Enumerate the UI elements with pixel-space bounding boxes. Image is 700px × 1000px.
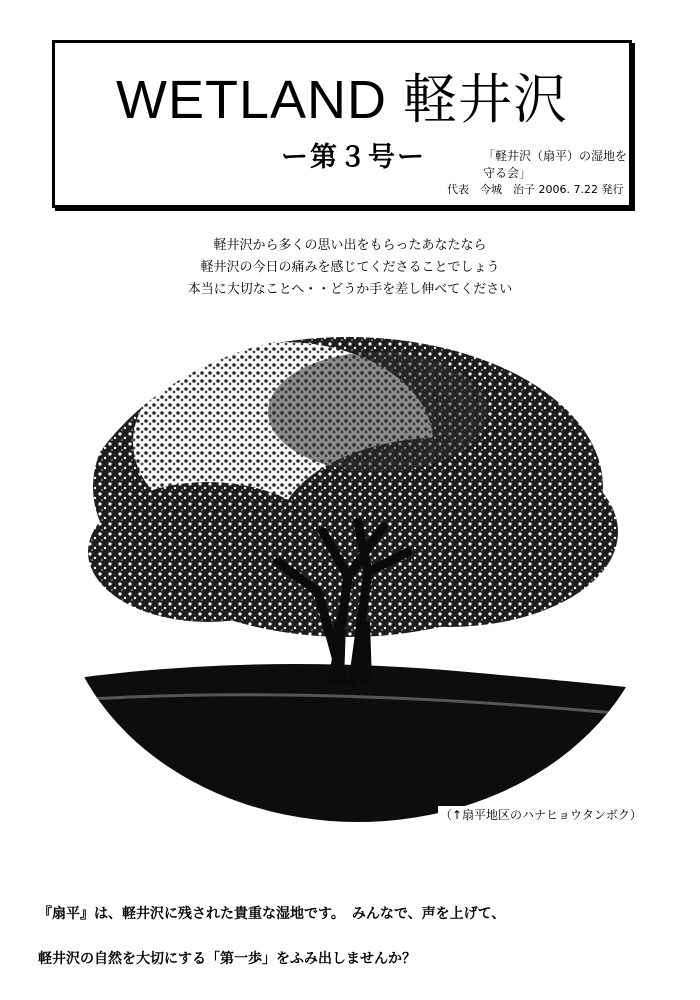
closing-line: 『扇平』は、軽井沢に残された貴重な湿地です。 みんなで、声を上げて、: [38, 906, 506, 922]
photo-caption: （↑扇平地区のハナヒョウタンボク）: [440, 808, 642, 822]
newsletter-title: WETLAND 軽井沢: [115, 70, 569, 130]
intro-line: 本当に大切なことへ・・どうか手を差し伸べてください: [187, 282, 513, 297]
closing-line: 軽井沢の自然を大切にする「第一歩」をふみ出しませんか？: [38, 951, 416, 967]
tree-illustration: [48, 322, 658, 822]
tree-photo: [48, 322, 658, 822]
masthead-box: [52, 40, 632, 208]
issue-number: ー第３号ー: [281, 142, 426, 173]
intro-line: 軽井沢から多くの思い出をもらったあなたなら: [213, 238, 487, 253]
editor-publication-line: 代表 今城 治子 2006. 7.22 発行: [447, 183, 624, 196]
organization-name: 「軽井沢（扇平）の湿地を守る会」: [483, 149, 628, 180]
closing-message: [38, 892, 505, 982]
intro-line: 軽井沢の今日の痛みを感じてくださることでしょう: [200, 260, 500, 275]
intro-message: [0, 235, 700, 301]
